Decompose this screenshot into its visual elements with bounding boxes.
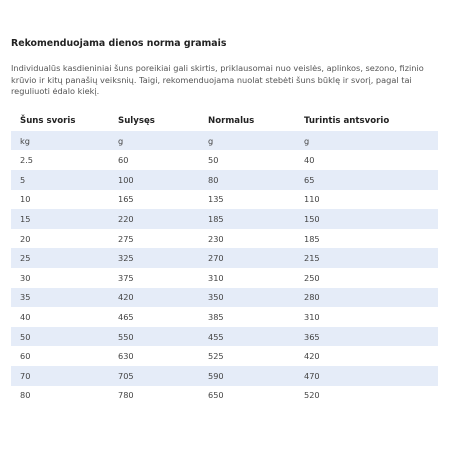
cell-normal: 270 <box>199 248 295 268</box>
cell-underweight: 325 <box>109 248 199 268</box>
cell-normal: 135 <box>199 190 295 210</box>
cell-overweight: 520 <box>295 386 438 406</box>
cell-normal: 230 <box>199 229 295 249</box>
table-row <box>11 248 438 268</box>
cell-dog-weight: 35 <box>11 288 109 308</box>
cell-underweight: 220 <box>109 209 199 229</box>
cell-overweight: 40 <box>295 150 438 170</box>
cell-overweight: 420 <box>295 346 438 366</box>
table-row <box>11 386 438 406</box>
cell-dog-weight: 15 <box>11 209 109 229</box>
cell-underweight: 375 <box>109 268 199 288</box>
table-row <box>11 268 438 288</box>
cell-overweight: 250 <box>295 268 438 288</box>
cell-underweight: 60 <box>109 150 199 170</box>
cell-underweight: 100 <box>109 170 199 190</box>
cell-overweight: 185 <box>295 229 438 249</box>
cell-overweight: 110 <box>295 190 438 210</box>
header-dog-weight: Šuns svoris <box>20 115 76 126</box>
cell-overweight: 215 <box>295 248 438 268</box>
cell-normal: 50 <box>199 150 295 170</box>
cell-normal: 590 <box>199 366 295 386</box>
cell-dog-weight: 80 <box>11 386 109 406</box>
cell-dog-weight: 40 <box>11 307 109 327</box>
cell-dog-weight: 10 <box>11 190 109 210</box>
header-normal: Normalus <box>208 115 255 126</box>
table-header <box>11 111 438 131</box>
table-header-row <box>11 111 438 131</box>
cell-overweight: g <box>295 131 438 151</box>
cell-dog-weight: 25 <box>11 248 109 268</box>
cell-normal: 650 <box>199 386 295 406</box>
cell-dog-weight: 60 <box>11 346 109 366</box>
cell-underweight: 420 <box>109 288 199 308</box>
cell-dog-weight: 70 <box>11 366 109 386</box>
table-row <box>11 229 438 249</box>
cell-dog-weight: 5 <box>11 170 109 190</box>
cell-underweight: 780 <box>109 386 199 406</box>
cell-overweight: 280 <box>295 288 438 308</box>
cell-normal: 310 <box>199 268 295 288</box>
cell-underweight: 465 <box>109 307 199 327</box>
section-description: Individualūs kasdieniniai šuns poreikiai gali skirtis, priklausomai nuo veislės, aplinkos, sezono, fizinio krūvio ir kitų panašių veiksnių. Taigi, rekomenduojama nuolat stebėti šuns būklę ir svorį, pagal tai reguliuoti ėdalo kiekį. <box>11 63 424 97</box>
cell-underweight: 630 <box>109 346 199 366</box>
cell-normal: 80 <box>199 170 295 190</box>
cell-underweight: g <box>109 131 199 151</box>
table-row <box>11 190 438 210</box>
feeding-table <box>11 111 438 405</box>
cell-underweight: 550 <box>109 327 199 347</box>
cell-dog-weight: 30 <box>11 268 109 288</box>
cell-normal: 525 <box>199 346 295 366</box>
table-row <box>11 307 438 327</box>
cell-dog-weight: 20 <box>11 229 109 249</box>
cell-dog-weight: 50 <box>11 327 109 347</box>
table-row <box>11 327 438 347</box>
cell-normal: 350 <box>199 288 295 308</box>
table-row <box>11 150 438 170</box>
table-row <box>11 288 438 308</box>
cell-normal: g <box>199 131 295 151</box>
cell-underweight: 275 <box>109 229 199 249</box>
cell-overweight: 365 <box>295 327 438 347</box>
cell-normal: 385 <box>199 307 295 327</box>
cell-overweight: 310 <box>295 307 438 327</box>
cell-underweight: 165 <box>109 190 199 210</box>
section-title: Rekomenduojama dienos norma gramais <box>11 38 227 49</box>
cell-underweight: 705 <box>109 366 199 386</box>
header-overweight: Turintis antsvorio <box>304 115 390 126</box>
table-row <box>11 170 438 190</box>
table-body <box>11 131 438 405</box>
cell-normal: 185 <box>199 209 295 229</box>
cell-overweight: 150 <box>295 209 438 229</box>
header-underweight: Sulysęs <box>118 115 155 126</box>
cell-dog-weight: kg <box>11 131 109 151</box>
cell-dog-weight: 2.5 <box>11 150 109 170</box>
cell-normal: 455 <box>199 327 295 347</box>
table-row <box>11 209 438 229</box>
cell-overweight: 65 <box>295 170 438 190</box>
table-row <box>11 366 438 386</box>
table-row <box>11 346 438 366</box>
cell-overweight: 470 <box>295 366 438 386</box>
table-units-row <box>11 131 438 151</box>
